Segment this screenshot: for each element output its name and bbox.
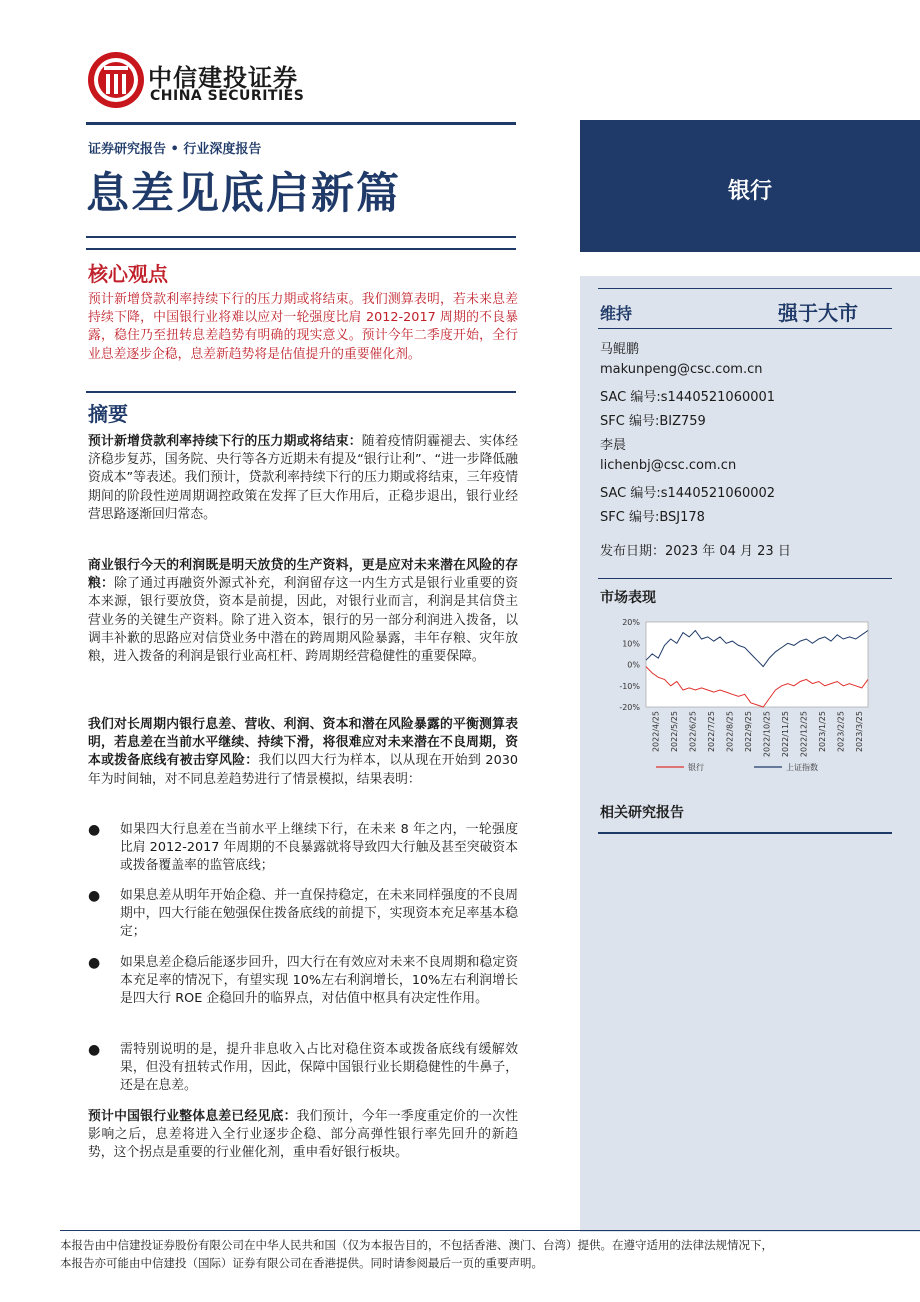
related-rule xyxy=(598,832,892,834)
report-type: 证券研究报告 • 行业深度报告 xyxy=(88,142,262,157)
chart-x-tick-label: 2022/9/25 xyxy=(743,711,753,753)
bullet-dot-icon: ● xyxy=(88,955,101,971)
paragraph-3-lead: 我们对长周期内银行息差、营收、利润、资本和潜在风险暴露的平衡测算表明，若息差在当前水平继续、持续下滑，将很难应对未来潜在不良周期，资本或拨备底线有被击穿风险： xyxy=(88,717,518,769)
rating-rule-bottom xyxy=(598,328,892,329)
paragraph-1-lead: 预计新增贷款利率持续下行的压力期或将结束： xyxy=(88,434,362,449)
chart-x-tick-label: 2022/12/25 xyxy=(799,711,809,758)
chart-y-tick-label: -10% xyxy=(619,681,640,691)
chart-x-tick-label: 2022/7/25 xyxy=(706,711,716,753)
rating-value: 强于大市 xyxy=(778,301,858,325)
chart-x-tick-label: 2023/1/25 xyxy=(817,711,827,753)
bullet-text: 如果息差从明年开始企稳、并一直保持稳定，在未来同样强度的不良周期中，四大行能在勉强保住拨备底线的前提下，实现资本充足率基本稳定； xyxy=(120,888,518,940)
logo-chinese-name: 中信建投证券 xyxy=(148,64,298,92)
bullet-text: 需特别说明的是，提升非息收入占比对稳住资本或拨备底线有缓解效果，但没有扭转式作用，因此，保障中国银行业长期稳健性的牛鼻子，还是在息差。 xyxy=(120,1042,518,1094)
chart-y-tick-label: -20% xyxy=(619,703,640,712)
chart-x-tick-label: 2022/6/25 xyxy=(688,711,698,753)
analyst-name: 马鲲鹏 xyxy=(600,342,640,357)
chart-x-tick-label: 2022/10/25 xyxy=(762,711,772,758)
title-rule-2 xyxy=(86,248,516,250)
sector-name: 银行 xyxy=(727,179,772,204)
paragraph-2-body: 除了通过再融资外源式补充，利润留存这一内生方式是银行业重要的资本来源，银行要放贷，资本是前提，因此，对银行业而言，利润是其信贷主营业务的关键生产资料。除了进入资本，银行的另一部分利润进入拨备，以调丰补歉的思路应对信贷业务中潜在的跨周期风险暴露，丰年存粮、灾年放粮，进入拨备的利润是银行业高杠杆、跨周期经营稳健性的重要保障。 xyxy=(88,576,519,665)
analyst-name: 李晨 xyxy=(600,438,627,453)
bullet-dot-icon: ● xyxy=(88,822,101,838)
chart-x-tick-label: 2022/8/25 xyxy=(725,711,735,753)
chart-x-tick-label: 2022/11/25 xyxy=(780,711,790,758)
core-heading: 核心观点 xyxy=(88,262,168,286)
footer-line-1: 本报告由中信建投证券股份有限公司在中华人民共和国（仅为本报告目的，不包括香港、澳门、台湾）提供。在遵守适用的法律法规情况下， xyxy=(60,1238,773,1252)
chart-x-tick-label: 2022/4/25 xyxy=(651,711,661,753)
summary-heading: 摘要 xyxy=(88,402,128,426)
footer-disclaimer xyxy=(60,1236,920,1272)
footer-rule xyxy=(60,1230,920,1231)
rating-action: 维持 xyxy=(600,304,633,323)
analyst-email: makunpeng@csc.com.cn xyxy=(600,362,763,377)
publish-date: 发布日期：2023 年 04 月 23 日 xyxy=(600,544,791,559)
chart-y-tick-label: 20% xyxy=(622,618,640,627)
top-rule xyxy=(86,122,516,125)
market-heading: 市场表现 xyxy=(600,590,656,606)
rating-rule-top xyxy=(598,288,892,289)
bullet-text: 如果四大行息差在当前水平上继续下行，在未来 8 年之内，一轮强度比肩 2012-2017 年周期的不良暴露就将导致四大行触及甚至突破资本或拨备覆盖率的监管底线； xyxy=(120,822,518,874)
core-rule xyxy=(86,391,516,393)
market-rule xyxy=(598,578,892,579)
paragraph-4-lead: 预计中国银行业整体息差已经见底： xyxy=(88,1109,297,1124)
bullet-item xyxy=(88,1041,518,1096)
paragraph-3-body: 我们以四大行为样本，以从现在开始到 2030 年为时间轴，对不同息差趋势进行了情景模拟，结果表明： xyxy=(88,753,518,787)
market-performance-chart xyxy=(596,612,896,802)
analyst-sac: SAC 编号:s1440521060002 xyxy=(600,486,776,501)
bullet-dot-icon: ● xyxy=(88,888,101,904)
chart-y-tick-label: 0% xyxy=(627,660,640,670)
summary-paragraph-1 xyxy=(88,433,518,524)
title-rule xyxy=(86,236,516,238)
chart-legend-label: 上证指数 xyxy=(786,763,818,772)
analyst-sfc: SFC 编号:BSJ178 xyxy=(600,510,705,525)
core-text: 预计新增贷款利率持续下行的压力期或将结束。我们测算表明，若未来息差持续下降，中国银行业将难以应对一轮强度比肩 2012-2017 周期的不良暴露，稳住乃至扭转息差趋势有明确的现实意义。预计今年二季度开始，全行业息差逐步企稳，息差新趋势将是估值提升的重要催化剂。 xyxy=(88,292,518,362)
chart-x-tick-label: 2023/3/25 xyxy=(854,711,864,753)
related-reports-heading: 相关研究报告 xyxy=(600,805,684,821)
paragraph-2-lead: 商业银行今天的利润既是明天放贷的生产资料，更是应对未来潜在风险的存粮： xyxy=(88,558,518,592)
chart-x-tick-label: 2022/5/25 xyxy=(669,711,679,753)
chart-x-tick-label: 2023/2/25 xyxy=(836,711,846,753)
summary-paragraph-4 xyxy=(88,1108,518,1163)
summary-paragraph-3 xyxy=(88,716,518,789)
company-logo-icon xyxy=(86,50,146,110)
analyst-email: lichenbj@csc.com.cn xyxy=(600,458,737,473)
chart-y-tick-label: 10% xyxy=(622,639,640,649)
bullet-dot-icon: ● xyxy=(88,1042,101,1058)
paragraph-1-body: 随着疫情阴霾褪去、实体经济稳步复苏，国务院、央行等各方近期未有提及“银行让利”、“进一步降低融资成本”等表述。我们预计，贷款利率持续下行的压力期或将结束，三年疫情期间的阶段性逆周期调控政策在发挥了巨大作用后，正稳步退出，银行业经营思路逐渐回归常态。 xyxy=(88,434,519,522)
bullet-item xyxy=(88,821,518,876)
analyst-sfc: SFC 编号:BIZ759 xyxy=(600,414,706,429)
paragraph-4-body: 我们预计，今年一季度重定价的一次性影响之后，息差将进入全行业逐步企稳、部分高弹性银行率先回升的新趋势，这个拐点是重要的行业催化剂，重申看好银行板块。 xyxy=(88,1109,519,1161)
summary-paragraph-2 xyxy=(88,557,518,666)
bullet-item xyxy=(88,954,518,1009)
page-title: 息差见底启新篇 xyxy=(86,169,401,219)
chart-plot-area xyxy=(646,622,868,707)
bullet-text: 如果息差企稳后能逐步回升，四大行在有效应对未来不良周期和稳定资本充足率的情况下，有望实现 10%左右利润增长，10%左右利润增长是四大行 ROE 企稳回升的临界点，对估值中枢具有决定性作用。 xyxy=(120,955,518,1007)
analyst-sac: SAC 编号:s1440521060001 xyxy=(600,390,776,405)
bullet-item xyxy=(88,887,518,942)
chart-legend-label: 银行 xyxy=(688,763,704,772)
footer-line-2: 本报告亦可能由中信建投（国际）证券有限公司在香港提供。同时请参阅最后一页的重要声明。 xyxy=(60,1256,543,1270)
logo-english-name: CHINA SECURITIES xyxy=(150,88,305,104)
